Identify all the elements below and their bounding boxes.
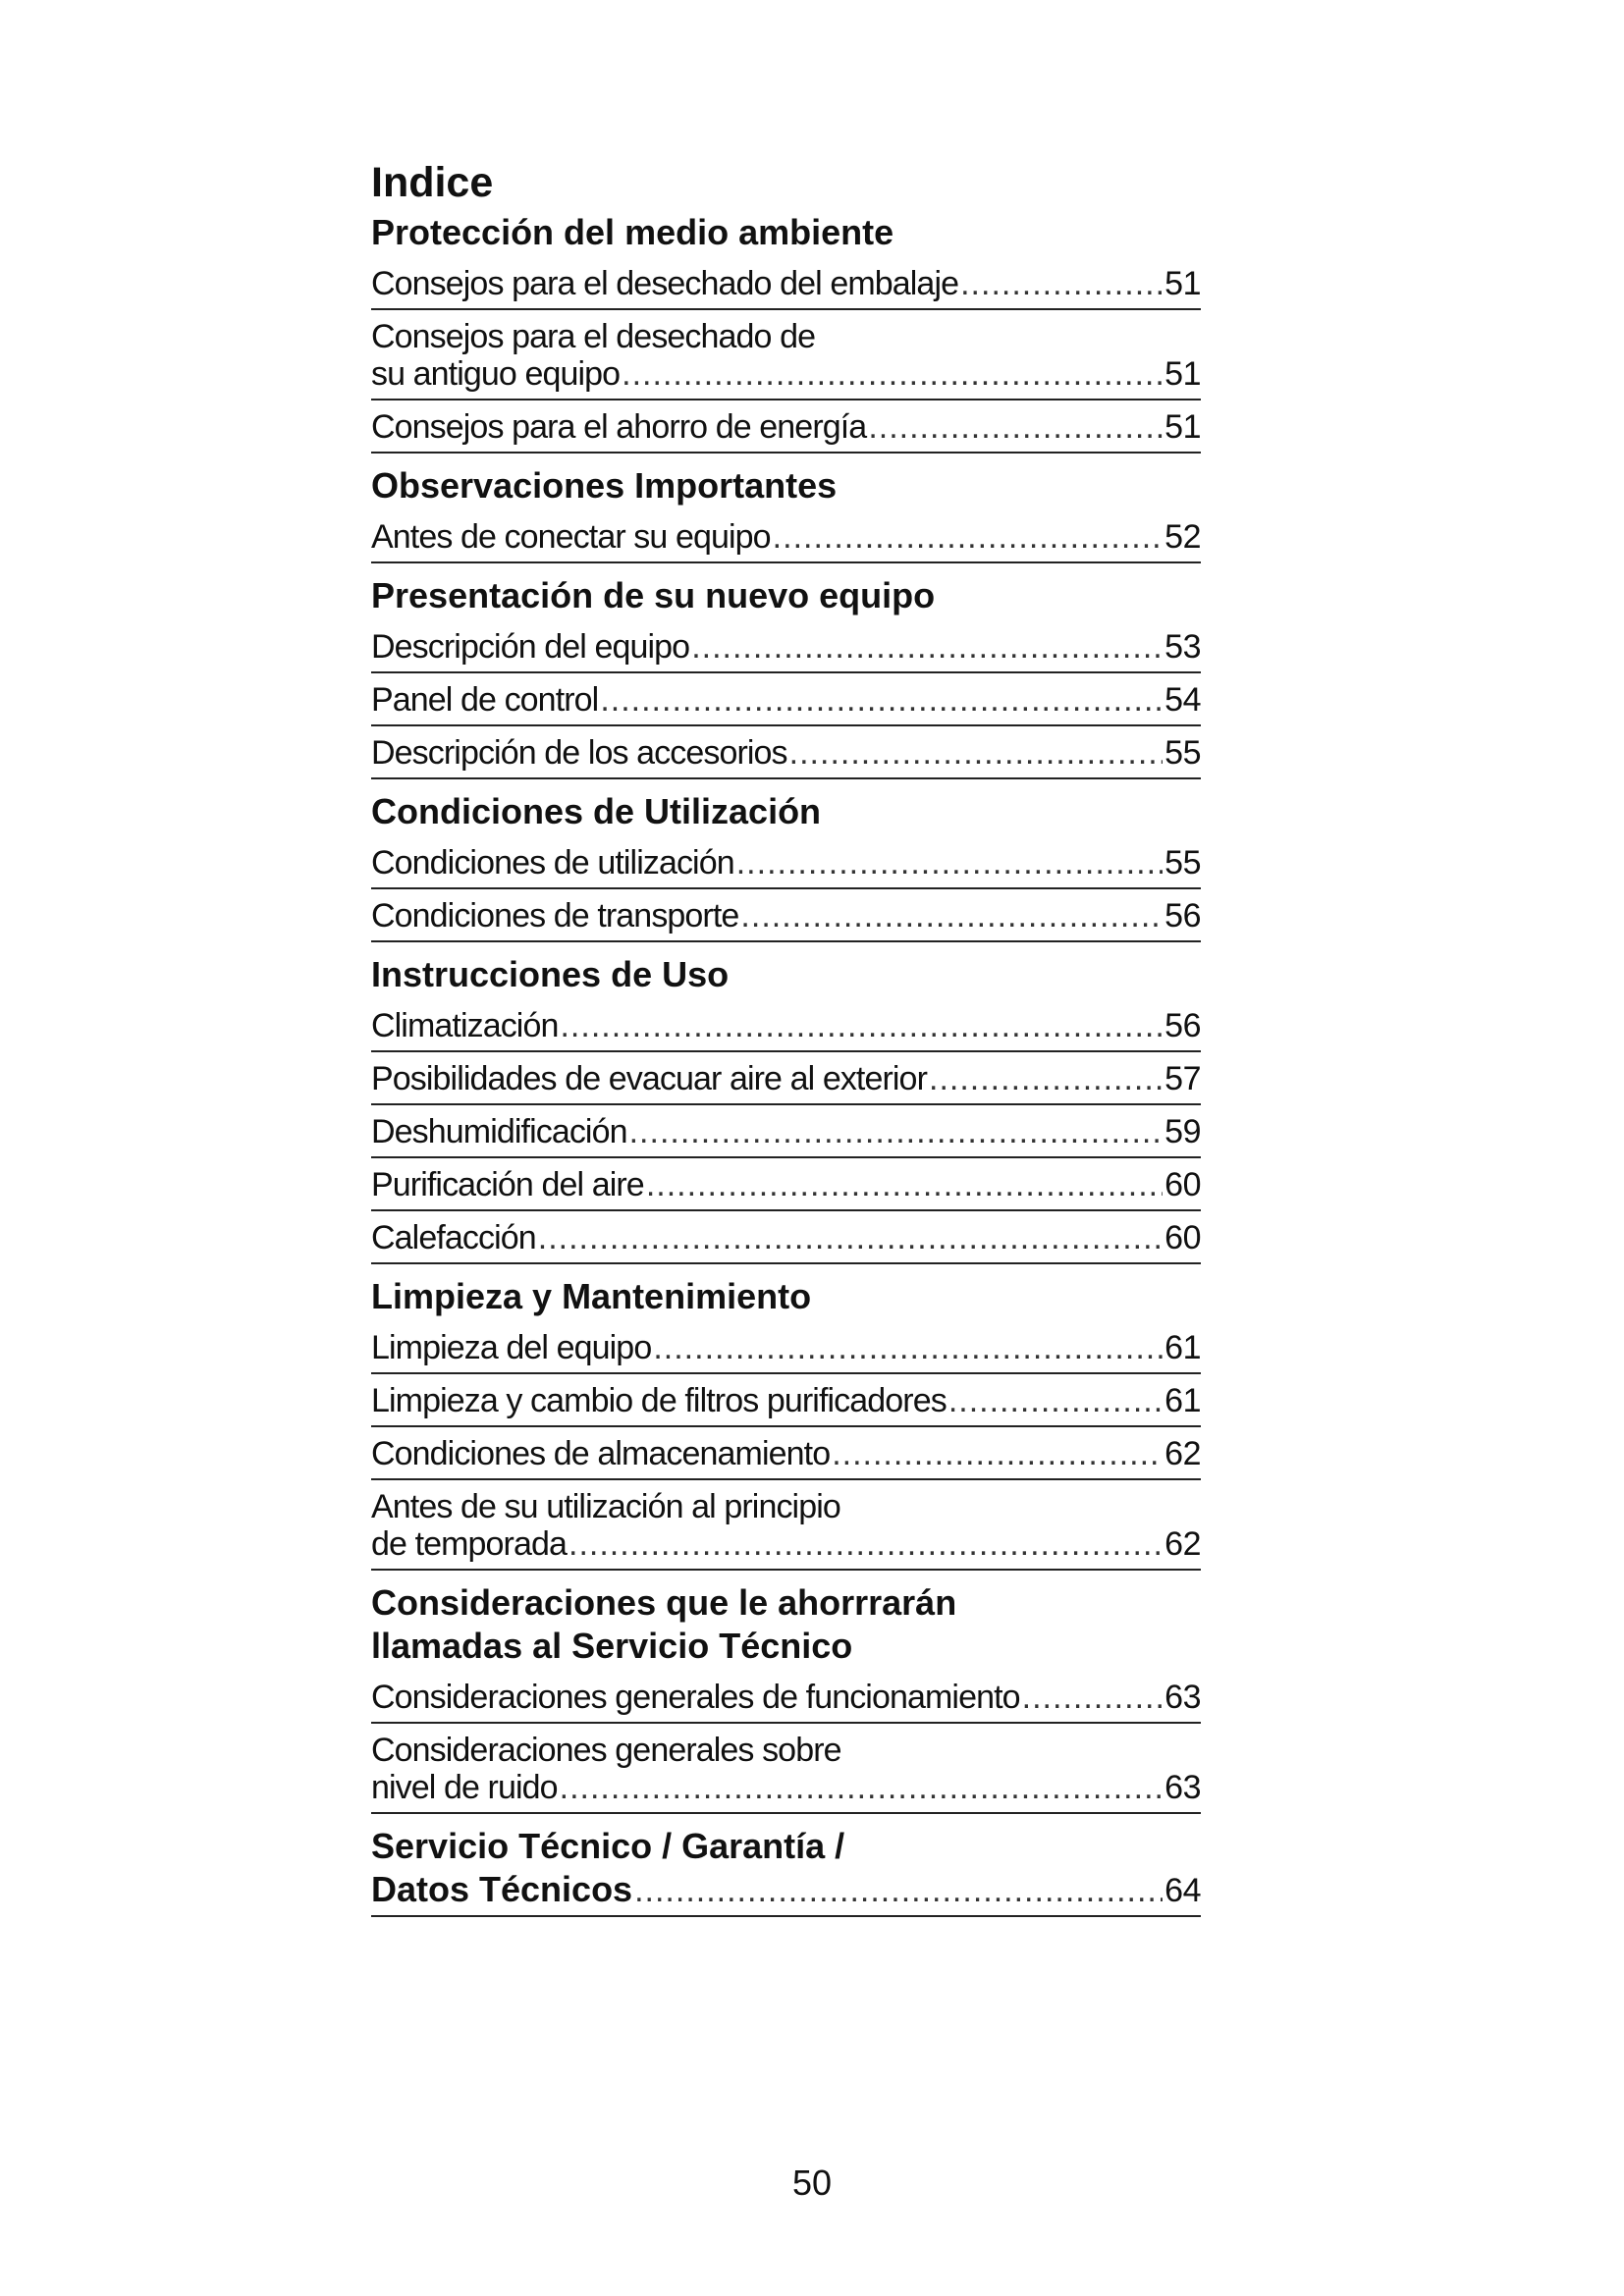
section-heading: Protección del medio ambiente [371, 212, 894, 252]
dot-leader [1022, 1679, 1164, 1716]
toc-entry-title: Consejos para el ahorro de energía [371, 408, 867, 446]
toc-entry-title: Descripción de los accesorios [371, 734, 787, 772]
toc-entry-title: Deshumidificación [371, 1113, 627, 1150]
toc-entry-title: Posibilidades de evacuar aire al exterior [371, 1060, 927, 1097]
toc-entry-title: Panel de control [371, 681, 599, 719]
toc-page-number: 55 [1164, 844, 1201, 881]
section-heading: Servicio Técnico / Garantía / [371, 1826, 845, 1866]
toc-page-number: 53 [1164, 628, 1201, 666]
table-of-contents [371, 157, 1201, 1917]
toc-entry[interactable] [371, 1671, 1201, 1724]
toc-entry-line [371, 1219, 1201, 1256]
toc-entry[interactable] [371, 510, 1201, 563]
toc-entry-title: Datos Técnicos [371, 1869, 633, 1909]
toc-entry[interactable] [371, 1105, 1201, 1158]
toc-entry-line [371, 355, 1201, 393]
dot-leader [740, 897, 1163, 934]
toc-page-number: 55 [1164, 734, 1201, 772]
toc-page-number: 59 [1164, 1113, 1201, 1150]
dot-leader [736, 844, 1163, 881]
toc-entry-line [371, 681, 1201, 719]
toc-entry-line [371, 844, 1201, 881]
toc-entry-title: Descripción del equipo [371, 628, 690, 666]
toc-entry-title: Antes de su utilización al principio [371, 1488, 840, 1525]
toc-entry-line [371, 628, 1201, 666]
toc-page-number: 60 [1164, 1166, 1201, 1203]
toc-page-number: 51 [1164, 355, 1201, 393]
dot-leader [622, 355, 1163, 393]
toc-entry-title: Consideraciones generales de funcionamiento [371, 1679, 1020, 1716]
toc-entry-line [371, 1488, 1201, 1525]
toc-entry-line [371, 518, 1201, 556]
toc-entry-line [371, 1166, 1201, 1203]
toc-page-number: 64 [1164, 1872, 1201, 1909]
dot-leader [929, 1060, 1163, 1097]
toc-page-number: 57 [1164, 1060, 1201, 1097]
toc-entry-title: Limpieza del equipo [371, 1329, 652, 1366]
toc-entry[interactable] [371, 1480, 1201, 1571]
toc-entry-title: Condiciones de utilización [371, 844, 734, 881]
toc-page-number: 61 [1164, 1382, 1201, 1419]
toc-entry[interactable] [371, 1427, 1201, 1480]
dot-leader [634, 1872, 1163, 1909]
toc-entry[interactable] [371, 1321, 1201, 1374]
toc-entry-title: su antiguo equipo [371, 355, 621, 393]
toc-page-number: 61 [1164, 1329, 1201, 1366]
toc-entry-line [371, 318, 1201, 355]
toc-entry-line [371, 265, 1201, 302]
toc-page-number: 60 [1164, 1219, 1201, 1256]
toc-page-number: 56 [1164, 897, 1201, 934]
toc-entry[interactable] [371, 620, 1201, 673]
dot-leader [868, 408, 1163, 446]
toc-entry-line [371, 1060, 1201, 1097]
toc-page-number: 51 [1164, 408, 1201, 446]
toc-page-number: 63 [1164, 1769, 1201, 1806]
toc-entry-line [371, 897, 1201, 934]
toc-page-number: 52 [1164, 518, 1201, 556]
section-heading: Limpieza y Mantenimiento [371, 1276, 812, 1316]
toc-entry[interactable] [371, 1211, 1201, 1264]
toc-entry-line [371, 1329, 1201, 1366]
section-heading: Consideraciones que le ahorrrarán [371, 1582, 957, 1623]
toc-entry-line [371, 1871, 1201, 1909]
section-heading: Presentación de su nuevo equipo [371, 575, 936, 615]
toc-page-number: 54 [1164, 681, 1201, 719]
toc-entry-title: Calefacción [371, 1219, 536, 1256]
dot-leader [568, 1525, 1163, 1563]
toc-entry-title: Antes de conectar su equipo [371, 518, 771, 556]
toc-entry-line [371, 734, 1201, 772]
toc-entry-title: Condiciones de transporte [371, 897, 739, 934]
page-title: Indice [371, 159, 494, 206]
toc-entry-title: nivel de ruido [371, 1769, 558, 1806]
dot-leader [691, 628, 1163, 666]
toc-entry-title: Consejos para el desechado del embalaje [371, 265, 959, 302]
toc-entry-title: Purificación del aire [371, 1166, 644, 1203]
toc-sections [371, 214, 1201, 1917]
toc-entry[interactable] [371, 673, 1201, 726]
toc-entry[interactable] [371, 400, 1201, 454]
toc-entry[interactable] [371, 1052, 1201, 1105]
dot-leader [600, 681, 1163, 719]
toc-entry-line [371, 1382, 1201, 1419]
toc-page-number: 62 [1164, 1435, 1201, 1472]
toc-page-number: 51 [1164, 265, 1201, 302]
toc-entry[interactable] [371, 257, 1201, 310]
toc-entry[interactable] [371, 999, 1201, 1052]
section-heading: llamadas al Servicio Técnico [371, 1626, 853, 1666]
dot-leader [560, 1007, 1163, 1044]
page-number: 50 [791, 2163, 833, 2203]
toc-entry-line [371, 1525, 1201, 1563]
toc-page-number: 62 [1164, 1525, 1201, 1563]
toc-entry[interactable] [371, 1158, 1201, 1211]
toc-entry[interactable] [371, 310, 1201, 400]
dot-leader [653, 1329, 1163, 1366]
dot-leader [773, 518, 1164, 556]
section-heading: Instrucciones de Uso [371, 954, 730, 994]
toc-entry-title: Condiciones de almacenamiento [371, 1435, 831, 1472]
toc-entry-title: Consejos para el desechado de [371, 318, 816, 355]
dot-leader [629, 1113, 1164, 1150]
toc-entry[interactable] [371, 1374, 1201, 1427]
toc-entry[interactable] [371, 1871, 1201, 1917]
toc-entry[interactable] [371, 726, 1201, 779]
toc-entry-line [371, 1007, 1201, 1044]
section-heading: Observaciones Importantes [371, 465, 838, 506]
dot-leader [538, 1219, 1163, 1256]
toc-entry-line [371, 408, 1201, 446]
toc-page-number: 56 [1164, 1007, 1201, 1044]
toc-entry-line [371, 1769, 1201, 1806]
section-heading: Condiciones de Utilización [371, 791, 822, 831]
toc-entry[interactable] [371, 836, 1201, 889]
toc-entry-title: Limpieza y cambio de filtros purificadores [371, 1382, 947, 1419]
toc-entry-line [371, 1732, 1201, 1769]
toc-entry[interactable] [371, 1724, 1201, 1814]
dot-leader [646, 1166, 1163, 1203]
dot-leader [948, 1382, 1163, 1419]
toc-entry-line [371, 1679, 1201, 1716]
dot-leader [832, 1435, 1163, 1472]
toc-entry-line [371, 1113, 1201, 1150]
toc-entry[interactable] [371, 889, 1201, 942]
toc-page-number: 63 [1164, 1679, 1201, 1716]
toc-entry-title: Consideraciones generales sobre [371, 1732, 841, 1769]
toc-entry-title: de temporada [371, 1525, 568, 1563]
toc-entry-title: Climatización [371, 1007, 559, 1044]
dot-leader [789, 734, 1164, 772]
dot-leader [960, 265, 1163, 302]
dot-leader [560, 1769, 1164, 1806]
toc-entry-line [371, 1435, 1201, 1472]
